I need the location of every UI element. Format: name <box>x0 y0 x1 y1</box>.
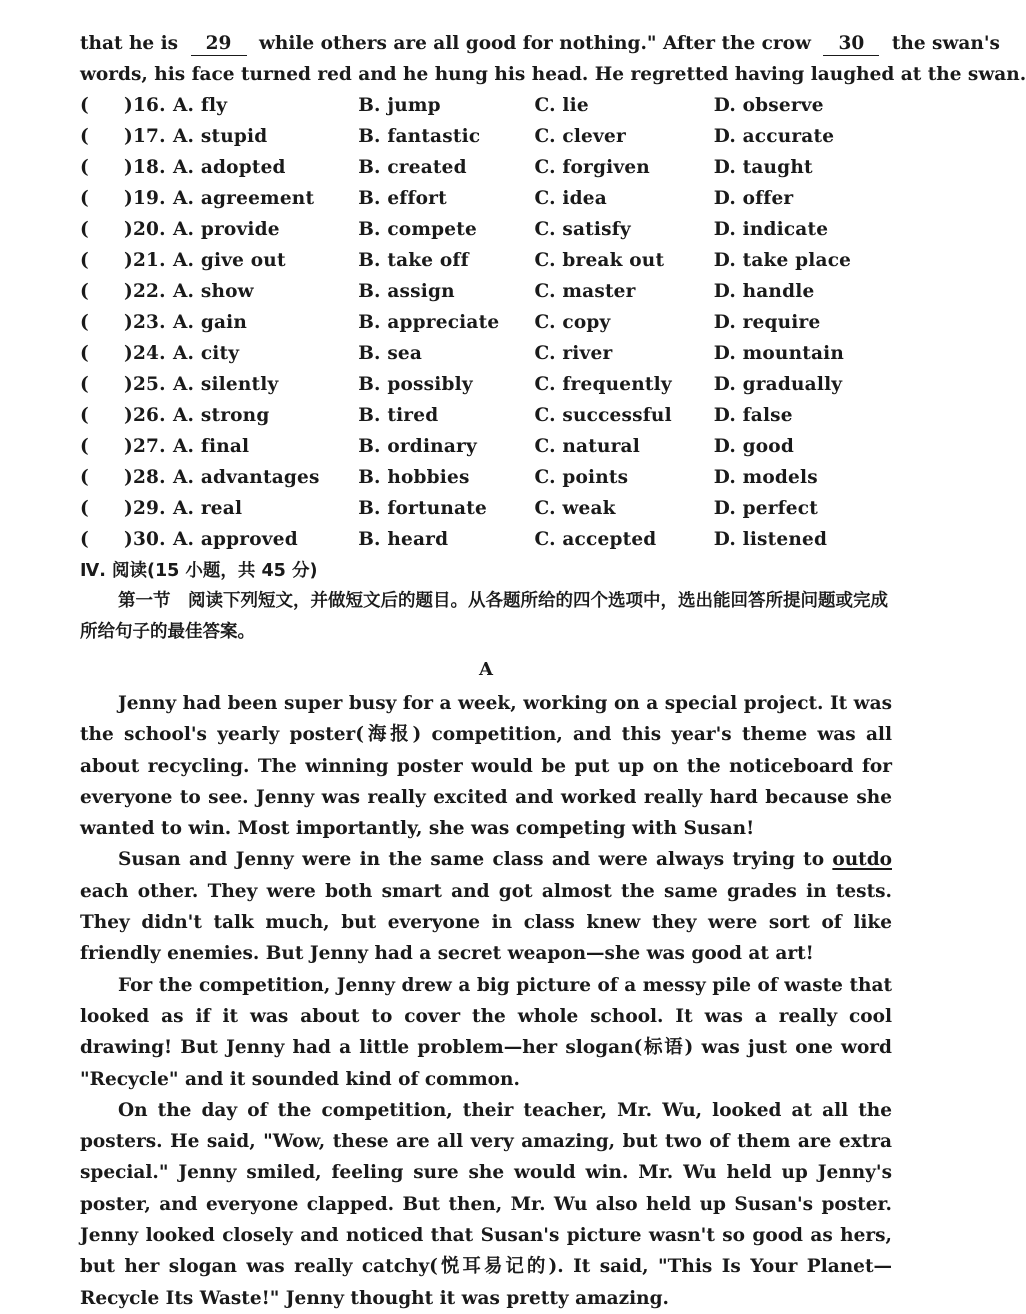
question-row <box>80 400 892 431</box>
answer-paren <box>80 121 173 152</box>
question-row <box>80 152 892 183</box>
passage-paragraph-4: On the day of the competition, their teacher, Mr. Wu, looked at all the posters. He said, "Wow, these are all very amazing, but two of them are extra special." Jenny smiled, feeling sure she would win. Mr. Wu held up Jenny's poster, and everyone clapped. But then, Mr. Wu also held up Susan's poster. Jenny looked closely and noticed that Susan's picture wasn't so good as hers, but her slogan was really catchy(悦耳易记的). It said, "This Is Your Planet—Recycle Its Waste!" Jenny thought it was pretty amazing. <box>80 1099 892 1309</box>
question-number: )25. <box>124 374 166 395</box>
cloze-text-post: the swan's <box>891 33 1000 54</box>
option-c: C. break out <box>534 250 665 271</box>
option-b: B. created <box>358 157 467 178</box>
option-d: D. offer <box>713 188 794 209</box>
option-a: A. adopted <box>173 157 286 178</box>
question-row <box>80 524 892 555</box>
option-b: B. compete <box>358 219 477 240</box>
question-row <box>80 276 892 307</box>
paren-open: ( <box>80 312 89 333</box>
option-c: C. successful <box>534 405 672 426</box>
option-c: C. clever <box>534 126 626 147</box>
paren-open: ( <box>80 126 89 147</box>
question-number: )21. <box>124 250 166 271</box>
option-d: D. mountain <box>713 343 845 364</box>
paren-open: ( <box>80 374 89 395</box>
option-d: D. models <box>713 467 818 488</box>
option-b: B. effort <box>358 188 447 209</box>
option-b: B. hobbies <box>358 467 470 488</box>
option-d: D. take place <box>713 250 852 271</box>
question-row <box>80 493 892 524</box>
question-row <box>80 462 892 493</box>
option-a: A. stupid <box>173 126 268 147</box>
option-b: B. possibly <box>358 374 473 395</box>
options-list <box>80 90 892 555</box>
answer-paren <box>80 183 173 214</box>
cloze-text-line-2: words, his face turned red and he hung his head. He regretted having laughed at the swan. <box>80 64 1026 85</box>
option-a: A. give out <box>173 250 286 271</box>
question-row <box>80 338 892 369</box>
option-a: A. agreement <box>173 188 315 209</box>
paren-open: ( <box>80 157 89 178</box>
question-number: )30. <box>124 529 166 550</box>
paren-open: ( <box>80 405 89 426</box>
question-number: )28. <box>124 467 166 488</box>
question-number: )29. <box>124 498 166 519</box>
cloze-text-line-1 <box>80 28 1000 59</box>
question-row <box>80 214 892 245</box>
option-c: C. accepted <box>534 529 657 550</box>
option-d: D. accurate <box>713 126 835 147</box>
paren-open: ( <box>80 188 89 209</box>
option-a: A. fly <box>173 95 228 116</box>
answer-paren <box>80 307 173 338</box>
passage-paragraph-1: Jenny had been super busy for a week, working on a special project. It was the school's yearly poster(海报) competition, and this year's theme was all about recycling. The winning poster would be put up on the noticeboard for everyone to see. Jenny was really excited and worked really hard because she wanted to win. Most importantly, she was competing with Susan! <box>80 693 892 840</box>
option-b: B. fantastic <box>358 126 481 147</box>
answer-paren <box>80 338 173 369</box>
option-a: A. silently <box>173 374 279 395</box>
question-row <box>80 307 892 338</box>
question-number: )20. <box>124 219 166 240</box>
option-a: A. strong <box>173 405 270 426</box>
option-c: C. frequently <box>534 374 672 395</box>
option-a: A. advantages <box>173 467 320 488</box>
answer-paren <box>80 400 173 431</box>
section-instruction: 第一节 阅读下列短文，并做短文后的题目。从各题所给的四个选项中，选出能回答所提问题或完成所给句子的最佳答案。 <box>80 591 888 642</box>
question-number: )24. <box>124 343 166 364</box>
option-c: C. forgiven <box>534 157 650 178</box>
option-b: B. take off <box>358 250 469 271</box>
underlined-word: outdo <box>832 849 892 871</box>
option-c: C. copy <box>534 312 611 333</box>
option-d: D. listened <box>713 529 828 550</box>
option-b: B. jump <box>358 95 441 116</box>
passage-paragraph-3: For the competition, Jenny drew a big picture of a messy pile of waste that looked as if it was about to cover the whole school. It was a really cool drawing! But Jenny had a little problem—her slogan(标语) was just one word "Recycle" and it sounded kind of common. <box>80 974 892 1090</box>
question-row <box>80 183 892 214</box>
option-d: D. taught <box>713 157 813 178</box>
answer-paren <box>80 369 173 400</box>
option-a: A. approved <box>173 529 298 550</box>
passage-paragraph-2 <box>80 844 892 969</box>
option-b: B. fortunate <box>358 498 487 519</box>
option-a: A. provide <box>173 219 280 240</box>
option-a: A. city <box>173 343 240 364</box>
question-number: )19. <box>124 188 166 209</box>
answer-paren <box>80 90 173 121</box>
option-b: B. ordinary <box>358 436 477 457</box>
option-d: D. gradually <box>713 374 843 395</box>
passage-label: A <box>479 659 493 680</box>
option-c: C. points <box>534 467 629 488</box>
paren-open: ( <box>80 219 89 240</box>
option-b: B. tired <box>358 405 439 426</box>
question-number: )22. <box>124 281 166 302</box>
option-a: A. show <box>173 281 254 302</box>
option-c: C. satisfy <box>534 219 631 240</box>
option-d: D. false <box>713 405 793 426</box>
answer-paren <box>80 152 173 183</box>
option-d: D. indicate <box>713 219 829 240</box>
answer-paren <box>80 493 173 524</box>
paren-open: ( <box>80 281 89 302</box>
question-number: )23. <box>124 312 166 333</box>
option-c: C. idea <box>534 188 607 209</box>
question-number: )26. <box>124 405 166 426</box>
option-d: D. good <box>713 436 794 457</box>
answer-paren <box>80 276 173 307</box>
option-c: C. lie <box>534 95 589 116</box>
cloze-text-pre: that he is <box>80 33 179 54</box>
question-number: )27. <box>124 436 166 457</box>
question-row <box>80 90 892 121</box>
option-a: A. gain <box>173 312 248 333</box>
option-c: C. natural <box>534 436 640 457</box>
option-d: D. handle <box>713 281 815 302</box>
option-b: B. assign <box>358 281 455 302</box>
answer-paren <box>80 431 173 462</box>
question-row <box>80 431 892 462</box>
option-b: B. sea <box>358 343 423 364</box>
question-row <box>80 245 892 276</box>
answer-paren <box>80 245 173 276</box>
option-c: C. weak <box>534 498 616 519</box>
option-d: D. perfect <box>713 498 818 519</box>
option-d: D. observe <box>713 95 824 116</box>
option-b: B. appreciate <box>358 312 500 333</box>
paren-open: ( <box>80 343 89 364</box>
option-a: A. real <box>173 498 243 519</box>
blank-29: 29 <box>191 33 247 56</box>
paren-open: ( <box>80 95 89 116</box>
option-b: B. heard <box>358 529 449 550</box>
answer-paren <box>80 214 173 245</box>
question-number: )18. <box>124 157 166 178</box>
paren-open: ( <box>80 467 89 488</box>
question-row <box>80 121 892 152</box>
blank-30: 30 <box>823 33 879 56</box>
cloze-text-mid: while others are all good for nothing." After the crow <box>258 33 811 54</box>
section-title: Ⅳ. 阅读(15 小题，共 45 分) <box>80 561 318 581</box>
paragraph-2-pre: Susan and Jenny were in the same class and were always trying to <box>118 849 825 871</box>
question-number: )16. <box>124 95 166 116</box>
paren-open: ( <box>80 529 89 550</box>
paragraph-2-post: each other. They were both smart and got almost the same grades in tests. They didn't talk much, but everyone in class knew they were sort of like friendly enemies. But Jenny had a secret weapon—she was good at art! <box>80 880 892 965</box>
option-d: D. require <box>713 312 821 333</box>
paren-open: ( <box>80 250 89 271</box>
question-row <box>80 369 892 400</box>
option-c: C. river <box>534 343 613 364</box>
question-number: )17. <box>124 126 166 147</box>
option-c: C. master <box>534 281 636 302</box>
paren-open: ( <box>80 498 89 519</box>
paren-open: ( <box>80 436 89 457</box>
answer-paren <box>80 524 173 555</box>
option-a: A. final <box>173 436 250 457</box>
answer-paren <box>80 462 173 493</box>
